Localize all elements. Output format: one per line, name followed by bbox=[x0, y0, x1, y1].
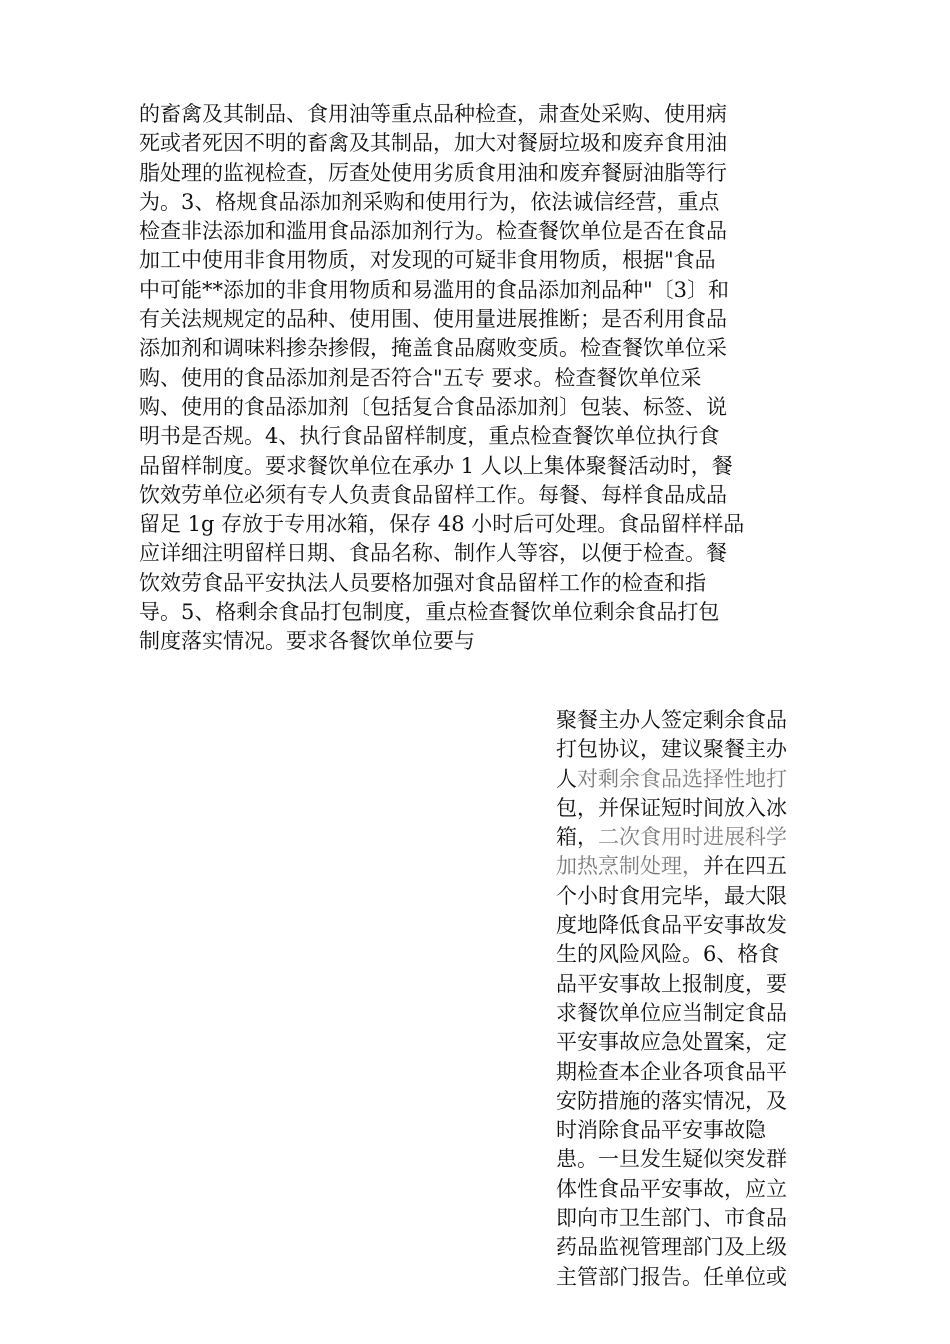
text-line: 制度落实情况。要求各餐饮单位要与 bbox=[139, 629, 475, 654]
text-line: 明书是否规。4、执行食品留样制度，重点检查餐饮单位执行食 bbox=[139, 424, 720, 449]
text-line bbox=[556, 1145, 826, 1174]
text-run: 箱， bbox=[556, 825, 598, 850]
text-run: 打包协议，建议聚餐主办 bbox=[556, 737, 787, 762]
text-run: 求餐饮单位应当制定食品 bbox=[556, 1000, 787, 1025]
text-line bbox=[556, 1087, 826, 1116]
upper-text-block bbox=[139, 100, 829, 657]
text-line bbox=[556, 1233, 826, 1262]
text-run: 聚餐主办人签定剩余食品 bbox=[556, 708, 787, 732]
lower-text-column bbox=[556, 706, 826, 1292]
text-line: 购、使用的食品添加剂是否符合"五专 要求。检查餐饮单位采 bbox=[139, 365, 702, 390]
text-run: 即向市卫生部门、市食品 bbox=[556, 1206, 787, 1231]
text-line bbox=[556, 735, 826, 764]
text-line bbox=[556, 1028, 826, 1057]
text-line: 饮效劳单位必须有专人负责食品留样工作。每餐、每样食品成品 bbox=[139, 482, 727, 507]
text-line bbox=[556, 765, 826, 794]
text-line bbox=[556, 852, 826, 881]
text-run: 并在四五 bbox=[703, 854, 787, 879]
text-run: 主管部门报告。任单位或 bbox=[556, 1264, 787, 1289]
gray-text-run: 加热烹制处理， bbox=[556, 854, 703, 879]
text-run: 药品监视管理部门及上级 bbox=[556, 1235, 787, 1260]
text-line bbox=[556, 1116, 826, 1145]
text-line: 应详细注明留样日期、食品名称、制作人等容，以便于检查。餐 bbox=[139, 541, 727, 566]
text-line: 为。3、格规食品添加剂采购和使用行为，依法诚信经营，重点 bbox=[139, 189, 720, 214]
text-line: 死或者死因不明的畜禽及其制品，加大对餐厨垃圾和废弃食用油 bbox=[139, 131, 727, 156]
text-line bbox=[556, 1175, 826, 1204]
text-line bbox=[556, 1204, 826, 1233]
text-line bbox=[556, 940, 826, 969]
text-line bbox=[556, 1263, 826, 1292]
text-line: 饮效劳食品平安执法人员要格加强对食品留样工作的检查和指 bbox=[139, 570, 706, 595]
text-line: 留足 1g 存放于专用冰箱，保存 48 小时后可处理。食品留样样品 bbox=[139, 512, 745, 537]
text-line bbox=[556, 706, 826, 735]
gray-text-run: 对剩余食品选择性地打 bbox=[577, 766, 787, 791]
text-line: 的畜禽及其制品、食用油等重点品种检查，肃查处采购、使用病 bbox=[139, 102, 727, 126]
text-line bbox=[556, 794, 826, 823]
text-run: 安防措施的落实情况，及 bbox=[556, 1088, 787, 1113]
text-run: 时消除食品平安事故隐 bbox=[556, 1118, 766, 1143]
text-run: 平安事故应急处置案，定 bbox=[556, 1030, 787, 1055]
text-line: 品留样制度。要求餐饮单位在承办 1 人以上集体聚餐活动时，餐 bbox=[139, 453, 733, 478]
text-run: 患。一旦发生疑似突发群 bbox=[556, 1147, 787, 1172]
text-line: 购、使用的食品添加剂〔包括复合食品添加剂〕包装、标签、说 bbox=[139, 394, 727, 419]
text-line bbox=[556, 911, 826, 940]
text-line bbox=[556, 999, 826, 1028]
text-line: 添加剂和调味料掺杂掺假，掩盖食品腐败变质。检查餐饮单位采 bbox=[139, 336, 727, 361]
text-run: 体性食品平安事故，应立 bbox=[556, 1176, 787, 1201]
text-run: 生的风险风险。6、格食 bbox=[556, 942, 780, 967]
text-line bbox=[556, 1058, 826, 1087]
text-run: 品平安事故上报制度，要 bbox=[556, 971, 787, 996]
text-line: 加工中使用非食用物质，对发现的可疑非食用物质，根据"食品 bbox=[139, 248, 716, 273]
text-line bbox=[556, 882, 826, 911]
text-line bbox=[556, 823, 826, 852]
text-run: 期检查本企业各项食品平 bbox=[556, 1059, 787, 1084]
text-line: 检查非法添加和滥用食品添加剂行为。检查餐饮单位是否在食品 bbox=[139, 219, 727, 244]
text-line: 导。5、格剩余食品打包制度，重点检查餐饮单位剩余食品打包 bbox=[139, 600, 720, 625]
text-run: 个小时食用完毕，最大限 bbox=[556, 883, 787, 908]
text-line: 中可能**添加的非食用物质和易滥用的食品添加剂品种"〔3〕和 bbox=[139, 277, 730, 302]
text-run: 包，并保证短时间放入冰 bbox=[556, 795, 787, 820]
text-line: 脂处理的监视检查，厉查处使用劣质食用油和废弃餐厨油脂等行 bbox=[139, 160, 727, 185]
text-line bbox=[556, 970, 826, 999]
text-run: 人 bbox=[556, 766, 577, 791]
text-run: 度地降低食品平安事故发 bbox=[556, 913, 787, 938]
gray-text-run: 二次食用时进展科学 bbox=[598, 825, 787, 850]
text-line: 有关法规规定的品种、使用围、使用量进展推断；是否利用食品 bbox=[139, 307, 727, 332]
